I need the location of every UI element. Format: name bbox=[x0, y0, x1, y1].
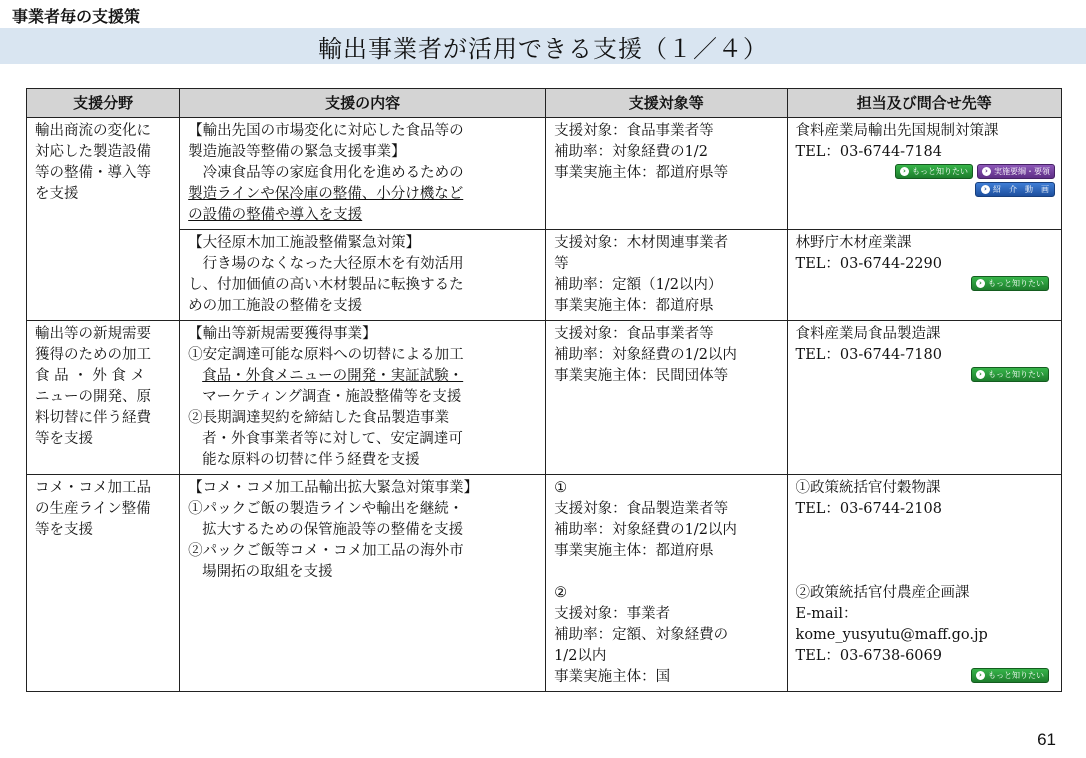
text-line: 冷凍食品等の家庭食用化を進めるための bbox=[188, 165, 464, 181]
page-title: 輸出事業者が活用できる支援（１／４） bbox=[318, 34, 768, 63]
text-line: 【輸出等新規需要獲得事業】 bbox=[188, 326, 377, 342]
text-line: 【大径原木加工施設整備緊急対策】 bbox=[188, 235, 421, 251]
contact-cell bbox=[787, 118, 1061, 230]
text-line: 支援対象：食品製造業者等 bbox=[554, 501, 729, 517]
text-line: 補助率：対象経費の1/2 bbox=[554, 144, 708, 160]
page-number: 61 bbox=[1037, 730, 1056, 749]
text-line: 食料産業局輸出先国規制対策課 bbox=[795, 123, 999, 139]
spacer bbox=[796, 562, 1055, 583]
text-line: 食 品 ・ 外 食 メ bbox=[35, 368, 146, 384]
arrow-icon: › bbox=[976, 370, 985, 379]
table-row bbox=[27, 475, 1062, 692]
text-line: ②パックご飯等コメ・コメ加工品の海外市 bbox=[188, 543, 464, 559]
text-line: 事業実施主体：国 bbox=[554, 669, 671, 685]
intro-video-label: 紹 介 動 画 bbox=[993, 185, 1049, 194]
text-line: 料切替に伴う経費 bbox=[35, 410, 151, 426]
text-line: ①安定調達可能な原料への切替による加工 bbox=[188, 347, 464, 363]
text-line: 行き場のなくなった大径原木を有効活用 bbox=[188, 256, 464, 272]
link-buttons bbox=[796, 367, 1049, 382]
text-line: の設備の整備や導入を支援 bbox=[188, 207, 363, 223]
text-line: 対応した製造設備 bbox=[35, 144, 151, 160]
text-line: 拡大するための保管施設等の整備を支援 bbox=[202, 522, 464, 538]
table-row bbox=[27, 321, 1062, 475]
text-line: 事業実施主体：都道府県等 bbox=[554, 165, 729, 181]
text-line: 事業実施主体：都道府県 bbox=[554, 298, 714, 314]
title-bar bbox=[0, 28, 1086, 64]
content-cell bbox=[180, 475, 546, 692]
text-line: 【コメ・コメ加工品輸出拡大緊急対策事業】 bbox=[188, 480, 479, 496]
text-line: 場開拓の取組を支援 bbox=[202, 564, 333, 580]
text-line: ニューの開発、原 bbox=[35, 389, 151, 405]
arrow-icon: › bbox=[976, 671, 985, 680]
learn-more-button[interactable] bbox=[895, 164, 973, 179]
section-label: 事業者毎の支援策 bbox=[12, 7, 141, 26]
text-line: ①パックご飯の製造ラインや輸出を継続・ bbox=[188, 501, 464, 517]
header-field: 支援分野 bbox=[27, 89, 180, 118]
support-table bbox=[26, 88, 1062, 692]
content-cell bbox=[180, 230, 546, 321]
spacer bbox=[796, 520, 1055, 541]
guidelines-button[interactable] bbox=[977, 164, 1055, 179]
text-line: TEL：03-6738-6069 bbox=[795, 648, 942, 664]
arrow-icon: › bbox=[976, 279, 985, 288]
spacer bbox=[796, 541, 1055, 562]
learn-more-label: もっと知りたい bbox=[912, 167, 968, 176]
text-line: 事業実施主体：都道府県 bbox=[554, 543, 714, 559]
content-cell bbox=[180, 118, 546, 230]
text-line: ①政策統括官付穀物課 bbox=[795, 480, 941, 496]
text-line: 林野庁木材産業課 bbox=[795, 235, 912, 251]
contact-cell bbox=[787, 475, 1061, 692]
table-row bbox=[27, 118, 1062, 230]
guidelines-label: 実施要綱・要領 bbox=[994, 167, 1050, 176]
learn-more-label: もっと知りたい bbox=[988, 370, 1044, 379]
arrow-icon: › bbox=[982, 167, 991, 176]
learn-more-label: もっと知りたい bbox=[988, 671, 1044, 680]
text-line: TEL：03-6744-7180 bbox=[795, 347, 942, 363]
content-cell bbox=[180, 321, 546, 475]
arrow-icon: › bbox=[900, 167, 909, 176]
text-line: ②政策統括官付農産企画課 bbox=[795, 585, 970, 601]
text-line: TEL：03-6744-2108 bbox=[795, 501, 942, 517]
field-cell bbox=[27, 475, 180, 692]
text-line: し、付加価値の高い木材製品に転換するた bbox=[188, 277, 464, 293]
text-line: 補助率：定額（1/2以内） bbox=[554, 277, 723, 293]
text-line: E-mail： bbox=[795, 606, 858, 622]
link-buttons bbox=[796, 182, 1055, 197]
text-line: 支援対象：木材関連事業者 bbox=[554, 235, 729, 251]
table-header-row bbox=[27, 89, 1062, 118]
text-line: 等 bbox=[554, 256, 569, 272]
text-line: 輸出商流の変化に bbox=[35, 123, 151, 139]
text-line: TEL：03-6744-2290 bbox=[795, 256, 942, 272]
text-line: ① bbox=[554, 480, 568, 496]
header-target: 支援対象等 bbox=[546, 89, 787, 118]
text-line: 補助率：対象経費の1/2以内 bbox=[554, 522, 737, 538]
intro-video-button[interactable] bbox=[975, 182, 1055, 197]
text-line: ② bbox=[554, 585, 568, 601]
text-line: 輸出等の新規需要 bbox=[35, 326, 151, 342]
header-contact: 担当及び問合せ先等 bbox=[787, 89, 1061, 118]
text-line: 1/2以内 bbox=[554, 648, 607, 664]
text-line: の生産ライン整備 bbox=[35, 501, 151, 517]
text-line: 支援対象：食品事業者等 bbox=[554, 326, 714, 342]
target-cell bbox=[546, 230, 787, 321]
text-line: 補助率：定額、対象経費の bbox=[554, 627, 729, 643]
text-line: 補助率：対象経費の1/2以内 bbox=[554, 347, 737, 363]
field-cell bbox=[27, 321, 180, 475]
learn-more-label: もっと知りたい bbox=[988, 279, 1044, 288]
text-line: を支援 bbox=[35, 186, 79, 202]
learn-more-button[interactable] bbox=[971, 276, 1049, 291]
text-line: 等の整備・導入等 bbox=[35, 165, 151, 181]
contact-cell bbox=[787, 321, 1061, 475]
link-buttons bbox=[796, 668, 1049, 683]
text-line: コメ・コメ加工品 bbox=[35, 480, 151, 496]
text-line: 支援対象：食品事業者等 bbox=[554, 123, 714, 139]
text-line: 【輸出先国の市場変化に対応した食品等の bbox=[188, 123, 464, 139]
text-line: 製造ラインや保冷庫の整備、小分け機など bbox=[188, 186, 464, 202]
text-line: 食品・外食メニューの開発・実証試験・ bbox=[202, 368, 464, 384]
learn-more-button[interactable] bbox=[971, 668, 1049, 683]
text-line: 等を支援 bbox=[35, 431, 93, 447]
text-line: 獲得のための加工 bbox=[35, 347, 151, 363]
text-line: 食料産業局食品製造課 bbox=[795, 326, 941, 342]
text-line: TEL：03-6744-7184 bbox=[795, 144, 942, 160]
target-cell bbox=[546, 321, 787, 475]
text-line: めの加工施設の整備を支援 bbox=[188, 298, 363, 314]
link-buttons bbox=[796, 164, 1055, 179]
learn-more-button[interactable] bbox=[971, 367, 1049, 382]
table-row bbox=[27, 230, 1062, 321]
arrow-icon: › bbox=[981, 185, 990, 194]
target-cell bbox=[546, 118, 787, 230]
text-line: マーケティング調査・施設整備等を支援 bbox=[202, 389, 462, 405]
link-buttons bbox=[796, 276, 1049, 291]
field-cell bbox=[27, 118, 180, 321]
text-line: ②長期調達契約を締結した食品製造事業 bbox=[188, 410, 450, 426]
text-line: 支援対象：事業者 bbox=[554, 606, 671, 622]
text-line: 製造施設等整備の緊急支援事業】 bbox=[188, 144, 406, 160]
spacer bbox=[554, 562, 780, 583]
header-content: 支援の内容 bbox=[180, 89, 546, 118]
email-link[interactable]: kome_yusyutu@maff.go.jp bbox=[795, 627, 988, 643]
target-cell bbox=[546, 475, 787, 692]
text-line: 等を支援 bbox=[35, 522, 93, 538]
text-line: 者・外食事業者等に対して、安定調達可 bbox=[202, 431, 463, 447]
contact-cell bbox=[787, 230, 1061, 321]
text-line: 事業実施主体：民間団体等 bbox=[554, 368, 729, 384]
text-line: 能な原料の切替に伴う経費を支援 bbox=[202, 452, 420, 468]
